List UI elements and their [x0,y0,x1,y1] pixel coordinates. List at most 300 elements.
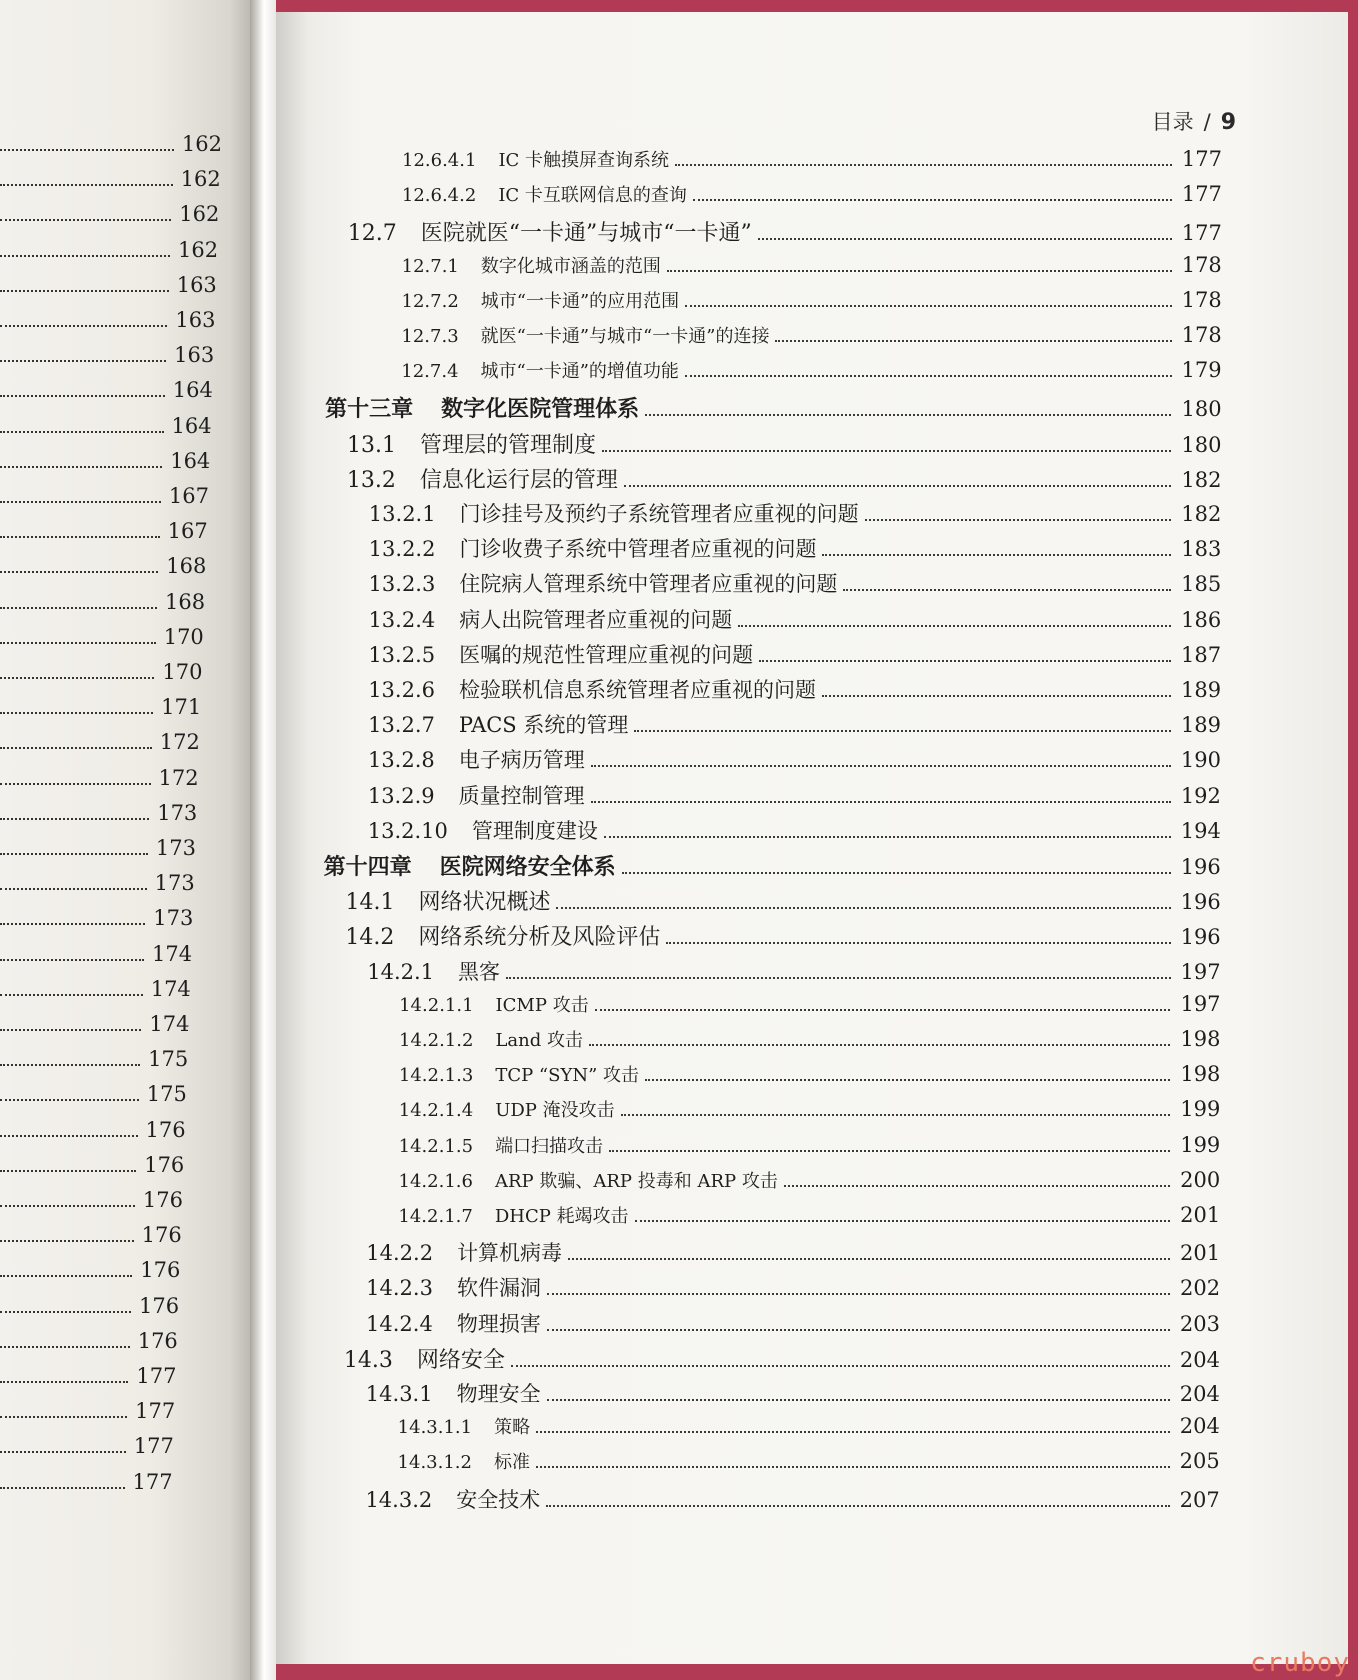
leader-dots [0,628,156,644]
leader-dots [0,452,162,468]
toc-number: 14.3.1.2 [397,1452,472,1474]
leader-dots [0,945,144,961]
left-page-number: 176 [137,1328,178,1353]
toc-number: 13.2.1 [368,502,436,526]
leader-dots [865,505,1172,521]
toc-title: 网络系统分析及风险评估 [418,925,661,951]
toc-title: DHCP 耗竭攻击 [494,1206,629,1227]
toc-entry [399,1061,1221,1087]
toc-entry [369,498,1222,528]
left-toc-row [0,1188,183,1223]
toc-number: 14.3 [343,1347,393,1373]
toc-entry [368,709,1221,739]
leader-dots [621,1100,1171,1116]
toc-title: 医嘱的规范性管理应重视的问题 [459,642,754,667]
toc-page-number: 183 [1181,537,1222,562]
leader-dots [0,1367,128,1383]
book-spine [250,0,276,1680]
leader-dots [759,646,1171,662]
toc-page-number: 178 [1181,252,1222,277]
left-page-number: 177 [136,1364,177,1388]
leader-dots [675,150,1172,166]
leader-dots [0,241,170,257]
leader-dots [0,135,174,151]
toc-entry [366,1237,1220,1267]
toc-entry [368,815,1221,845]
toc-title: 医院网络安全体系 [439,855,616,880]
left-toc-row [0,660,203,695]
leader-dots [622,858,1171,874]
toc-page-number: 201 [1180,1203,1221,1227]
left-toc-row [0,1118,186,1153]
toc-entry [348,216,1222,247]
toc-title: 门诊收费子系统中管理者应重视的问题 [459,537,817,562]
left-page-number: 162 [181,132,222,156]
leader-dots [536,1452,1170,1468]
toc-entry [366,1378,1220,1408]
leader-dots [536,1417,1170,1433]
toc-entry [368,744,1221,774]
left-toc-row [0,1364,177,1399]
toc-entry [324,850,1221,881]
left-toc-row [0,343,214,378]
toc-page-number: 194 [1180,818,1221,843]
toc-number: 14.1 [345,890,395,916]
leader-dots [0,311,167,327]
toc-number: 13.2.5 [368,642,436,667]
toc-page-number: 190 [1180,748,1221,773]
leader-dots [602,436,1171,452]
toc-page-number: 189 [1180,713,1222,738]
toc-page-number: 205 [1179,1449,1220,1474]
left-page-number: 177 [132,1469,173,1494]
left-page-number: 163 [174,343,215,368]
toc-entry [402,287,1222,313]
toc-page-number: 185 [1181,572,1222,597]
toc-page-number: 182 [1181,467,1222,492]
toc-number: 第十四章 [323,855,412,880]
leader-dots [0,381,165,397]
toc-title: 质量控制管理 [458,783,585,808]
leader-dots [635,1206,1171,1222]
toc-entry [369,568,1222,598]
leader-dots [738,611,1171,627]
toc-page-number: 203 [1179,1311,1220,1336]
leader-dots [685,361,1172,377]
leader-dots [0,1121,138,1137]
toc-page-number: 178 [1181,323,1222,347]
left-toc-row [0,1470,173,1505]
left-toc-row [0,942,192,977]
toc-entry [367,956,1220,986]
toc-number: 12.7.4 [401,361,459,383]
leader-dots [506,963,1170,979]
leader-dots [511,1351,1170,1367]
leader-dots [0,1297,131,1313]
left-toc-row [0,273,217,308]
leader-dots [0,769,151,785]
toc-title: 检验联机信息系统管理者应重视的问题 [458,678,816,702]
toc-title: 管理制度建设 [471,818,598,843]
toc-number: 13.2.7 [368,713,435,738]
toc-number: 13.2.10 [367,818,448,843]
toc-title: 物理损害 [456,1311,541,1336]
leader-dots [822,540,1171,556]
left-page-number: 173 [153,906,194,931]
left-page-number: 174 [152,941,193,966]
toc-title: 医院就医“一卡通”与城市“一卡通” [420,221,752,247]
toc-title: 数字化城市涵盖的范围 [480,255,661,277]
left-page-number: 168 [166,554,207,579]
leader-dots [0,1156,136,1172]
toc-page-number: 177 [1181,221,1222,246]
toc-title: 管理层的管理制度 [420,432,597,458]
leader-dots [843,575,1171,591]
toc-page-number: 198 [1180,1027,1221,1051]
left-page-number: 177 [133,1434,174,1459]
left-toc-row [0,766,199,801]
toc-page-number: 200 [1180,1167,1221,1192]
toc-number: 14.2.3 [366,1276,433,1301]
toc-entry [399,1167,1221,1193]
leader-dots [822,681,1171,697]
toc-title: 城市“一卡通”的增值功能 [480,361,679,383]
left-toc-row [0,378,213,413]
leader-dots [595,995,1171,1011]
toc-page-number: 204 [1179,1414,1220,1439]
toc-entry [369,533,1222,563]
leader-dots [0,417,164,433]
toc-page-number: 196 [1180,890,1221,915]
toc-page-number: 204 [1179,1382,1220,1406]
left-page-number: 175 [148,1047,189,1072]
left-page-number: 174 [150,976,191,1001]
left-page-number: 173 [157,800,198,825]
toc-title: 病人出院管理者应重视的问题 [459,607,733,632]
leader-dots [0,557,158,573]
toc-entry [368,604,1221,634]
leader-dots [0,346,166,362]
left-toc-row [0,977,191,1012]
left-toc-row [0,801,197,836]
toc-entry [345,920,1220,951]
left-toc-row [0,871,195,906]
toc-title: 端口扫描攻击 [495,1135,604,1157]
leader-dots [0,487,161,503]
toc-entry [347,463,1222,494]
leader-dots [547,1385,1170,1401]
left-toc-row [0,1258,180,1293]
toc-number: 14.2.1 [367,959,435,984]
left-toc-row [0,238,218,273]
left-toc-row [0,519,208,554]
toc-page-number: 186 [1181,607,1222,632]
toc-entry [402,252,1222,278]
left-page-number: 172 [159,730,200,755]
leader-dots [591,751,1171,767]
toc-number: 13.2 [346,467,396,493]
toc-entry [399,1096,1221,1122]
toc-number: 14.2.2 [366,1241,434,1266]
leader-dots [666,928,1170,944]
left-page-number: 170 [162,660,203,684]
toc-number: 12.6.4.1 [402,150,477,171]
leader-dots [0,874,147,890]
toc-page-number: 198 [1180,1062,1221,1087]
leader-dots [784,1171,1170,1187]
left-page-number: 173 [155,836,196,860]
leader-dots [0,1437,126,1453]
toc-entry [368,674,1221,704]
toc-title: 信息化运行层的管理 [419,467,618,493]
leader-dots [0,733,152,749]
toc-title: 计算机病毒 [457,1241,563,1266]
leader-dots [604,822,1171,838]
leader-dots [591,787,1171,803]
toc-title: IC 卡互联网信息的查询 [498,185,687,207]
toc-page-number: 199 [1180,1132,1221,1157]
toc-title: 策略 [494,1417,531,1439]
left-toc-row [0,449,210,484]
left-toc-row [0,906,193,941]
leader-dots [0,839,148,855]
toc-number: 14.2.4 [366,1311,433,1336]
left-page-number: 176 [141,1223,182,1248]
leader-dots [0,1085,139,1101]
left-page-number: 168 [165,589,206,614]
left-page-number: 175 [146,1082,187,1107]
toc-number: 12.7.2 [401,290,459,312]
toc-entry [368,780,1221,810]
left-page-number: 172 [158,765,199,790]
toc-title: Land 攻击 [495,1030,583,1051]
leader-dots [0,698,153,714]
leader-dots [547,1279,1170,1295]
left-page-number: 167 [167,519,208,544]
leader-dots [0,663,154,679]
toc-entry [368,639,1221,669]
left-page-number: 176 [145,1117,186,1142]
toc-title: 黑客 [458,959,501,984]
left-toc-row [0,1329,178,1364]
leader-dots [0,205,171,221]
left-page-number: 162 [180,167,221,192]
toc-entry [398,1413,1220,1439]
left-toc-row [0,590,205,625]
toc-title: 安全技术 [456,1487,541,1512]
leader-dots [546,1491,1169,1507]
toc-page-number: 196 [1180,925,1221,950]
toc-number: 14.2.1.1 [399,994,474,1016]
toc-title: 住院病人管理系统中管理者应重视的问题 [459,572,838,597]
leader-dots [645,1065,1170,1081]
left-page-number: 173 [154,871,195,896]
leader-dots [667,256,1172,272]
toc-title: 网络状况概述 [418,890,551,916]
left-page-number: 163 [175,308,216,332]
toc-title: 标准 [493,1452,530,1474]
left-toc-row [0,1223,182,1258]
leader-dots [568,1244,1170,1260]
left-toc-row [0,1399,175,1434]
toc-page-number: 177 [1181,182,1222,207]
leader-dots [0,1473,125,1489]
toc-entry [366,1272,1220,1302]
left-toc-row [0,308,216,343]
left-toc-row [0,414,212,449]
toc-page-number: 196 [1180,855,1221,879]
leader-dots [0,1402,127,1418]
toc-entry [345,885,1220,916]
toc-entry [398,1202,1220,1228]
toc-title: 门诊挂号及预约子系统管理者应重视的问题 [459,502,859,526]
leader-dots [0,1332,130,1348]
toc-number: 13.2.4 [368,607,436,632]
toc-number: 14.2.1.5 [398,1135,474,1157]
toc-number: 14.3.1 [365,1382,433,1406]
toc-number: 14.2.1.4 [398,1100,474,1122]
left-toc-row [0,167,221,202]
left-page-number: 171 [161,695,202,720]
header-label: 目录 [1151,110,1194,134]
toc-number: 12.7.1 [401,255,459,277]
toc-number: 12.7 [347,221,397,247]
leader-dots [556,893,1170,909]
left-toc-row [0,1012,190,1047]
leader-dots [0,1261,132,1277]
toc-page-number: 197 [1180,959,1221,984]
toc-title: ARP 欺骗、ARP 投毒和 ARP 攻击 [494,1170,778,1192]
leader-dots [0,804,149,820]
leader-dots [645,400,1171,416]
toc-number: 13.2.9 [367,783,435,808]
toc-entry [398,1448,1220,1474]
toc-number: 14.3.1.1 [397,1417,473,1439]
toc-page-number: 182 [1181,502,1222,526]
toc-entry [344,1343,1220,1374]
toc-page-number: 197 [1180,991,1221,1016]
toc-page-number: 201 [1180,1241,1221,1266]
leader-dots [589,1030,1170,1046]
toc-title: 软件漏洞 [456,1276,541,1301]
toc-number: 14.2.1.2 [399,1030,474,1051]
leader-dots [0,593,157,609]
toc-title: 数字化医院管理体系 [441,397,640,423]
toc-number: 14.2.1.6 [398,1170,473,1192]
left-toc-row [0,484,209,519]
watermark: cruboy [1250,1648,1350,1678]
toc-entry [347,428,1221,459]
left-page-number: 164 [172,378,213,403]
left-page-number: 176 [139,1293,180,1318]
left-toc-row [0,132,222,167]
toc-entry [366,1308,1220,1338]
toc-title: 物理安全 [456,1382,541,1406]
toc-title: PACS 系统的管理 [458,713,629,738]
left-page-number: 170 [163,624,204,649]
leader-dots [0,1191,135,1207]
toc-entry [401,322,1221,348]
toc-page-number: 192 [1180,783,1221,808]
left-toc-row [0,836,196,871]
toc-page-number: 180 [1181,432,1222,457]
toc-entry [399,991,1220,1017]
toc-title: 城市“一卡通”的应用范围 [480,290,680,312]
left-toc-row [0,1153,184,1188]
left-toc-row [0,625,204,660]
left-page-number: 162 [178,237,219,262]
header-page-number: 9 [1220,110,1236,135]
toc-title: IC 卡触摸屏查询系统 [498,150,670,171]
leader-dots [0,1226,134,1242]
leader-dots [0,909,145,925]
toc-number: 13.2.3 [368,572,436,597]
leader-dots [609,1136,1170,1152]
left-toc-row [0,554,206,589]
leader-dots [685,291,1171,307]
toc-title: ICMP 攻击 [495,994,589,1016]
toc-number: 第十三章 [325,397,414,423]
left-toc-row [0,202,219,237]
left-toc-row [0,1047,188,1082]
toc-number: 14.2 [345,925,395,951]
toc-page-number: 178 [1181,287,1222,312]
toc-number: 13.2.6 [368,678,435,702]
leader-dots [547,1315,1170,1331]
left-toc-row [0,730,200,765]
toc-entry [402,181,1222,207]
toc-title: 电子病历管理 [458,748,585,773]
toc-number: 13.1 [347,432,397,458]
toc-number: 14.2.1.7 [398,1206,473,1227]
left-page-number: 176 [140,1258,181,1283]
left-page-number: 163 [176,272,217,297]
leader-dots [634,716,1171,732]
left-page-number: 177 [135,1399,176,1424]
toc-page-number: 187 [1181,642,1222,667]
toc-entry [365,1484,1219,1514]
toc-entry [399,1026,1221,1052]
toc-entry [402,146,1222,172]
toc-page-number: 179 [1181,358,1222,383]
header-separator: / [1203,110,1211,134]
toc-number: 13.2.2 [368,537,436,562]
toc-page-number: 207 [1179,1487,1220,1512]
left-page-number: 174 [149,1012,190,1036]
left-toc-row [0,1434,174,1469]
leader-dots [693,185,1172,201]
leader-dots [0,1015,141,1031]
left-page-number: 167 [168,484,209,508]
leader-dots [758,224,1172,240]
toc-page-number: 199 [1180,1097,1221,1122]
leader-dots [624,471,1171,487]
toc-title: UDP 淹没攻击 [495,1100,615,1122]
leader-dots [0,276,169,292]
left-page [0,0,250,1680]
toc-number: 12.7.3 [401,326,459,347]
left-toc-row [0,1294,179,1329]
left-toc-row [0,1082,187,1117]
toc-page-number: 189 [1180,678,1222,702]
leader-dots [0,522,160,538]
toc-entry [325,392,1221,423]
toc-number: 14.2.1.3 [398,1065,474,1087]
toc-page-number: 180 [1181,397,1222,422]
toc-entry [399,1132,1221,1158]
left-page-number: 162 [179,202,220,227]
leader-dots [775,326,1171,342]
